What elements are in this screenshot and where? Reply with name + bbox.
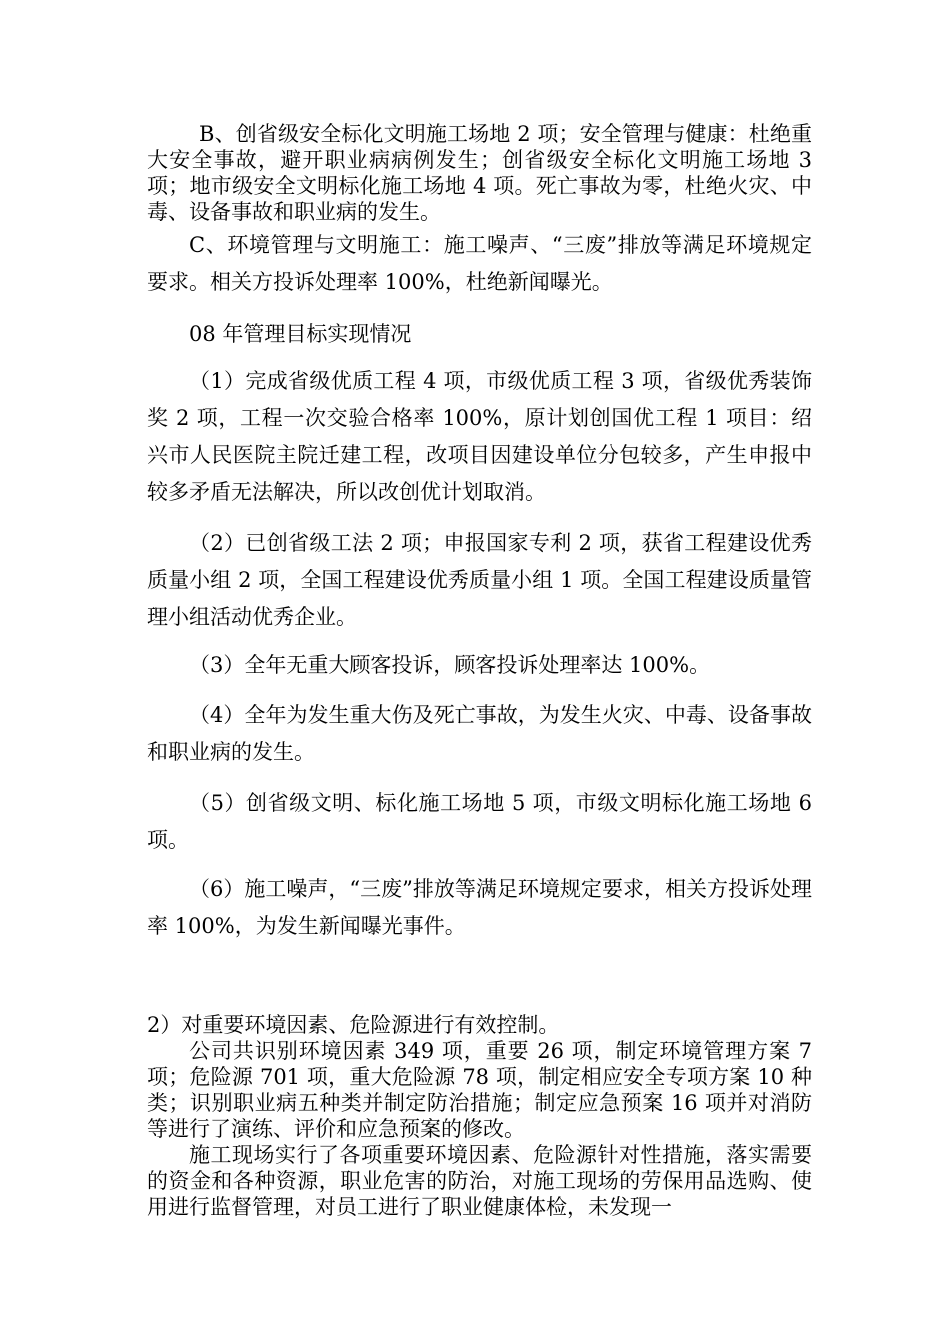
subsection-heading-control: 2）对重要环境因素、危险源进行有效控制。 xyxy=(147,1013,560,1037)
paragraph-identification: 公司共识别环境因素 349 项，重要 26 项，制定环境管理方案 7 项；危险源 701 项，重大危险源 78 项，制定相应安全专项方案 10 种类；识别职业病五种类并制定防治措施；制定应急预案 16 项并对消防等进行了演练、评价和应急预案的修改。 xyxy=(147,1039,812,1141)
paragraph-item-6: （6）施工噪声，“三废”排放等满足环境规定要求，相关方投诉处理率 100%，为发生新闻曝光事件。 xyxy=(147,877,812,938)
paragraph-item-4: （4）全年为发生重大伤及死亡事故，为发生火灾、中毒、设备事故和职业病的发生。 xyxy=(147,703,812,764)
section-heading-08-goals: 08 年管理目标实现情况 xyxy=(189,322,412,346)
paragraph-item-2: （2）已创省级工法 2 项；申报国家专利 2 项，获省工程建设优秀质量小组 2 项，全国工程建设优秀质量小组 1 项。全国工程建设质量管理小组活动优秀企业。 xyxy=(147,531,812,629)
paragraph-item-3: （3）全年无重大顾客投诉，顾客投诉处理率达 100%。 xyxy=(189,653,711,677)
paragraph-c-environment: C、环境管理与文明施工：施工噪声、“三废”排放等满足环境规定要求。相关方投诉处理率 100%，杜绝新闻曝光。 xyxy=(147,233,812,294)
paragraph-site-measures: 施工现场实行了各项重要环境因素、危险源针对性措施，落实需要的资金和各种资源，职业危害的防治，对施工现场的劳保用品选购、使用进行监督管理，对员工进行了职业健康体检，未发现一 xyxy=(147,1143,812,1219)
paragraph-item-5: （5）创省级文明、标化施工场地 5 项，市级文明标化施工场地 6 项。 xyxy=(147,791,812,852)
paragraph-item-1: （1）完成省级优质工程 4 项，市级优质工程 3 项，省级优秀装饰奖 2 项，工程一次交验合格率 100%，原计划创国优工程 1 项目：绍兴市人民医院主院迁建工程，改项目因建设单位分包较多，产生申报中较多矛盾无法解决，所以改创优计划取消。 xyxy=(147,369,812,504)
paragraph-b-safety: B、创省级安全标化文明施工场地 2 项；安全管理与健康：杜绝重大安全事故，避开职业病病例发生；创省级安全标化文明施工场地 3 项；地市级安全文明标化施工场地 4 项。死亡事故为零，杜绝火灾、中毒、设备事故和职业病的发生。 xyxy=(147,122,812,224)
